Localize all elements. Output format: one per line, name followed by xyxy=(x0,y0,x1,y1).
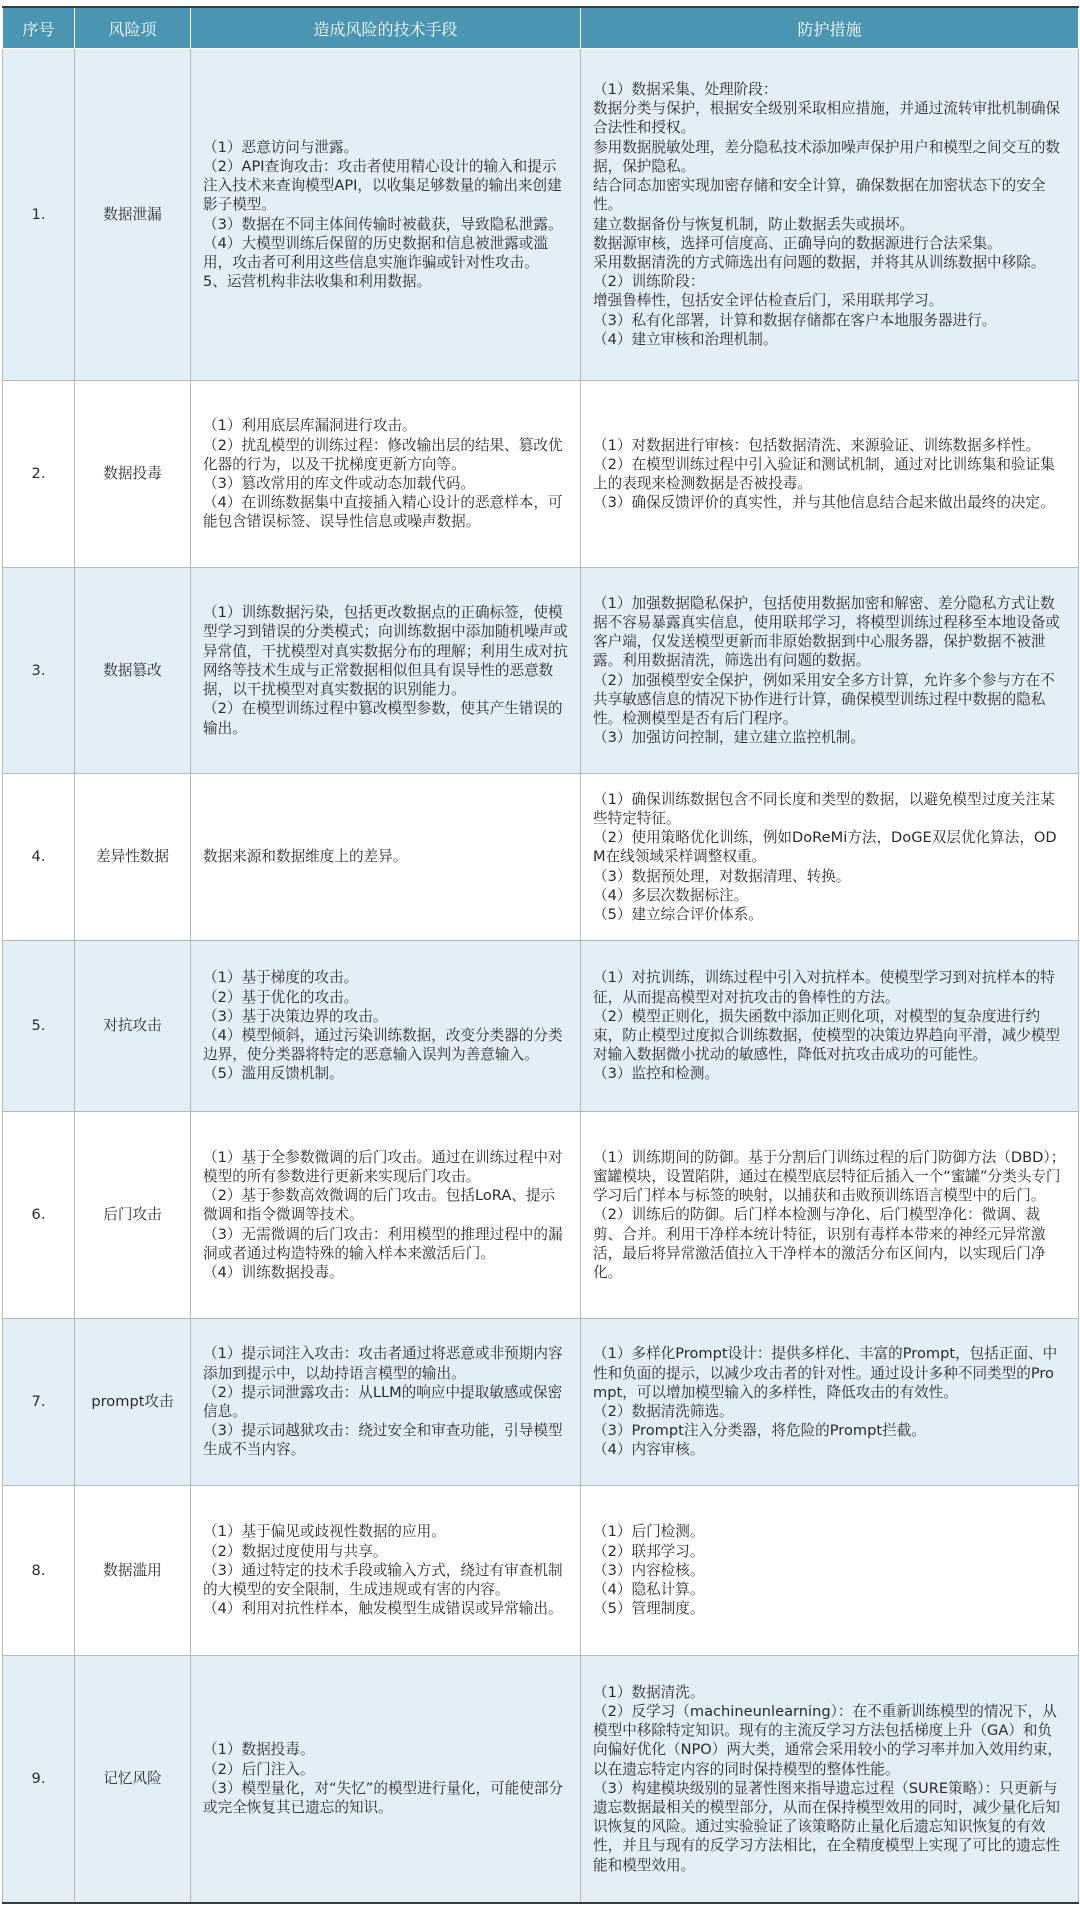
measure-line: （2）模型正则化，损失函数中添加正则化项，对模型的复杂度进行约束，防止模型过度拟合训练数据，使模型的决策边界趋向平滑，减少模型对输入数据微小扰动的敏感性，降低对抗攻击成功的可能性。 xyxy=(593,1007,1061,1064)
measure-line: 参用数据脱敏处理，差分隐私技术添加噪声保护用户和模型之间交互的数据，保护隐私。 xyxy=(593,138,1061,175)
means-line: （3）篡改常用的库文件或动态加载代码。 xyxy=(203,475,475,492)
means-line: （3）无需微调的后门攻击：利用模型的推理过程中的漏洞或者通过构造特殊的输入样本来激活后门。 xyxy=(203,1225,563,1262)
means-line: （2）后门注入。 xyxy=(203,1760,315,1778)
measure-line: （2）联邦学习。 xyxy=(593,1542,705,1560)
measure-line: （3）内容检核。 xyxy=(593,1561,705,1579)
technical-means-cell xyxy=(191,568,581,774)
measure-line: （2）使用策略优化训练，例如DoReMi方法，DoGE双层优化算法，ODM在线领域采样调整权重。 xyxy=(593,829,1057,866)
means-line: （1）提示词注入攻击：攻击者通过将恶意或非预期内容添加到提示中，以劫持语言模型的输出。 xyxy=(203,1345,563,1382)
means-line: （1）基于全参数微调的后门攻击。通过在训练过程中对模型的所有参数进行更新来实现后门攻击。 xyxy=(203,1148,563,1185)
measure-line: （2）反学习（machineunlearning）：在不重新训练模型的情况下，从模型中移除特定知识。现有的主流反学习方法包括梯度上升（GA）和负向偏好优化（NPO）两大类，通常会采用较小的学习率并加入效用约束，以在遗忘特定内容的同时保持模型的整体性能。 xyxy=(593,1702,1063,1778)
measure-line: （2）加强模型安全保护，例如采用安全多方计算，允许多个参与方在不共享敏感信息的情况下协作进行计算，确保模型训练过程中数据的隐私性。检测模型是否有后门程序。 xyxy=(593,671,1055,727)
measure-line: （1）数据采集、处理阶段： xyxy=(593,81,778,99)
measure-line: （3）加强访问控制，建立建立监控机制。 xyxy=(593,729,865,747)
means-line: （4）利用对抗性样本，触发模型生成错误或异常输出。 xyxy=(203,1600,563,1618)
measure-line: （1）多样化Prompt设计：提供多样化、丰富的Prompt，包括正面、中性和负面的提示，以减少攻击者的针对性。通过设计多种不同类型的Prompt，可以增加模型输入的多样性，降低攻击的有效性。 xyxy=(593,1345,1058,1401)
header-measures: 防护措施 xyxy=(581,7,1079,49)
protection-measures-cell xyxy=(581,1112,1079,1319)
protection-measures-cell xyxy=(581,49,1079,381)
measure-line: （4）多层次数据标注。 xyxy=(593,886,749,904)
technical-means-cell xyxy=(191,1656,581,1903)
row-number: 7. xyxy=(3,1319,75,1486)
measure-line: （2）数据清洗筛选。 xyxy=(593,1403,734,1420)
measure-line: （3）确保反馈评价的真实性，并与其他信息结合起来做出最终的决定。 xyxy=(593,494,1055,512)
means-line: （2）数据过度使用与共享。 xyxy=(203,1542,388,1560)
table-row xyxy=(3,49,1079,381)
means-line: （3）基于决策边界的攻击。 xyxy=(203,1007,388,1025)
means-line: （1）基于梯度的攻击。 xyxy=(203,969,359,987)
means-line: （4）训练数据投毒。 xyxy=(203,1264,344,1281)
measure-line: （1）训练期间的防御。基于分割后门训练过程的后门防御方法（DBD）；蜜罐模块，设置陷阱，通过在模型底层特征后插入一个“蜜罐”分类头专门学习后门样本与标签的映射，以捕获和击败预训练语言模型中的后门。 xyxy=(593,1148,1066,1205)
row-number: 4. xyxy=(3,774,75,941)
row-number: 9. xyxy=(3,1656,75,1903)
technical-means-cell xyxy=(191,49,581,381)
technical-means-cell xyxy=(191,1319,581,1486)
means-line: （4）大模型训练后保留的历史数据和信息被泄露或滥用，攻击者可利用这些信息实施诈骗或针对性攻击。 xyxy=(203,234,548,271)
row-number: 8. xyxy=(3,1486,75,1656)
protection-measures-cell xyxy=(581,774,1079,941)
risk-item: 记忆风险 xyxy=(75,1656,191,1903)
measure-line: （5）建立综合评价体系。 xyxy=(593,906,763,923)
means-line: （4）模型倾斜，通过污染训练数据，改变分类器的分类边界，使分类器将特定的恶意输入误判为善意输入。 xyxy=(203,1027,563,1064)
measure-line: （3）私有化部署，计算和数据存储都在客户本地服务器进行。 xyxy=(593,311,997,329)
row-number: 1. xyxy=(3,49,75,381)
protection-measures-cell xyxy=(581,1656,1079,1903)
means-line: （3）通过特定的技术手段或输入方式，绕过有审查机制的大模型的安全限制，生成违规或有害的内容。 xyxy=(203,1561,563,1599)
technical-means-cell xyxy=(191,1486,581,1656)
risk-item: 差异性数据 xyxy=(75,774,191,941)
table-row xyxy=(3,1319,1079,1486)
protection-measures-cell xyxy=(581,568,1079,774)
measure-line: 数据分类与保护，根据安全级别采取相应措施，并通过流转审批机制确保合法性和授权。 xyxy=(593,100,1061,137)
measure-line: （2）训练阶段： xyxy=(593,273,705,291)
table-row xyxy=(3,1112,1079,1319)
risk-item: 数据篡改 xyxy=(75,568,191,774)
means-line: （5）滥用反馈机制。 xyxy=(203,1065,344,1083)
measure-line: 数据源审核，选择可信度高、正确导向的数据源进行合法采集。 xyxy=(593,234,1002,252)
header-means: 造成风险的技术手段 xyxy=(191,7,581,49)
table-row xyxy=(3,568,1079,774)
means-line: （2）在模型训练过程中篡改模型参数，使其产生错误的输出。 xyxy=(203,700,563,737)
measure-line: 采用数据清洗的方式筛选出有问题的数据，并将其从训练数据中移除。 xyxy=(593,253,1046,271)
technical-means-cell xyxy=(191,941,581,1112)
measure-line: （2）训练后的防御。后门样本检测与净化、后门模型净化：微调、裁剪、合并。利用干净样本统计特征，识别有毒样本带来的神经元异常激活，最后将异常激活值拉入干净样本的激活分布区间内，以实现后门净化。 xyxy=(593,1206,1046,1281)
table-row xyxy=(3,381,1079,568)
header-risk: 风险项 xyxy=(75,7,191,49)
measure-line: （1）加强数据隐私保护，包括使用数据加密和解密、差分隐私方式让数据不容易暴露真实信息，使用联邦学习，将模型训练过程移至本地设备或客户端，仅发送模型更新而非原始数据到中心服务器，保护数据不被泄露。利用数据清洗，筛选出有问题的数据。 xyxy=(593,594,1061,670)
measure-line: （4）隐私计算。 xyxy=(593,1581,705,1599)
header-row xyxy=(3,7,1079,49)
measure-line: （1）数据清洗。 xyxy=(593,1683,705,1701)
table-row xyxy=(3,1486,1079,1656)
risk-item: prompt攻击 xyxy=(75,1319,191,1486)
table-row xyxy=(3,941,1079,1112)
risk-item: 对抗攻击 xyxy=(75,941,191,1112)
row-number: 2. xyxy=(3,381,75,568)
means-line: （3）提示词越狱攻击：绕过安全和审查功能，引导模型生成不当内容。 xyxy=(203,1422,563,1459)
measure-line: 增强鲁棒性，包括安全评估检查后门，采用联邦学习。 xyxy=(593,292,944,310)
measure-line: （1）后门检测。 xyxy=(593,1523,705,1541)
means-line: （1）利用底层库漏洞进行攻击。 xyxy=(203,417,417,435)
measure-line: （1）对抗训练，训练过程中引入对抗样本。使模型学习到对抗样本的特征，从而提高模型对对抗攻击的鲁棒性的方法。 xyxy=(593,969,1055,1006)
technical-means-cell xyxy=(191,1112,581,1319)
measure-line: （3）构建模块级别的显著性图来指导遗忘过程（SURE策略）：只更新与遗忘数据最相关的模型部分，从而在保持模型效用的同时，减少量化后知识恢复的风险。通过实验验证了该策略防止量化后遗忘知识恢复的有效性，并且与现有的反学习方法相比，在全精度模型上实现了可比的遗忘性能和模型效用。 xyxy=(593,1779,1061,1874)
measure-line: （3）Prompt注入分类器，将危险的Prompt拦截。 xyxy=(593,1422,926,1440)
means-line: （2）基于优化的攻击。 xyxy=(203,988,359,1006)
row-number: 6. xyxy=(3,1112,75,1319)
table-row xyxy=(3,774,1079,941)
means-line: （1）训练数据污染，包括更改数据点的正确标签，使模型学习到错误的分类模式；向训练数据中添加随机噪声或异常值，干扰模型对真实数据分布的理解；利用生成对抗网络等技术生成与正常数据相似但具有误导性的恶意数据，以干扰模型对真实数据的识别能力。 xyxy=(203,604,568,699)
measure-line: （5）管理制度。 xyxy=(593,1600,705,1618)
measure-line: 结合同态加密实现加密存储和安全计算，确保数据在加密状态下的安全性。 xyxy=(593,177,1046,214)
risk-item: 后门攻击 xyxy=(75,1112,191,1319)
risk-item: 数据投毒 xyxy=(75,381,191,568)
risk-item: 数据滥用 xyxy=(75,1486,191,1656)
protection-measures-cell xyxy=(581,1486,1079,1656)
measure-line: 建立数据备份与恢复机制，防止数据丢失或损坏。 xyxy=(593,215,915,233)
protection-measures-cell xyxy=(581,381,1079,568)
technical-means-cell xyxy=(191,774,581,941)
means-line: （2）提示词泄露攻击：从LLM的响应中提取敏感或保密信息。 xyxy=(203,1383,563,1420)
row-number: 3. xyxy=(3,568,75,774)
protection-measures-cell xyxy=(581,1319,1079,1486)
means-line: （2）扰乱模型的训练过程：修改输出层的结果、篡改优化器的行为，以及干扰梯度更新方向等。 xyxy=(203,436,563,473)
measure-line: （2）在模型训练过程中引入验证和测试机制，通过对比训练集和验证集上的表现来检测数据是否被投毒。 xyxy=(593,455,1055,492)
measure-line: （4）内容审核。 xyxy=(593,1441,705,1459)
means-line: （3）模型量化，对“失忆”的模型进行量化，可能使部分或完全恢复其已遗忘的知识。 xyxy=(203,1779,564,1816)
means-line: （1）恶意访问与泄露。 xyxy=(203,138,359,156)
means-line: 数据来源和数据维度上的差异。 xyxy=(203,848,408,866)
means-line: 5、运营机构非法收集和利用数据。 xyxy=(203,273,432,291)
measure-line: （1）对数据进行审核：包括数据清洗、来源验证、训练数据多样性。 xyxy=(593,436,1041,454)
means-line: （3）数据在不同主体间传输时被截获，导致隐私泄露。 xyxy=(203,215,563,233)
technical-means-cell xyxy=(191,381,581,568)
means-line: （2）API查询攻击：攻击者使用精心设计的输入和提示注入技术来查询模型API，以收集足够数量的输出来创建影子模型。 xyxy=(203,157,562,214)
means-line: （1）基于偏见或歧视性数据的应用。 xyxy=(203,1523,446,1541)
means-line: （2）基于参数高效微调的后门攻击。包括LoRA、提示微调和指令微调等技术。 xyxy=(203,1187,556,1224)
risk-item: 数据泄漏 xyxy=(75,49,191,381)
measure-line: （1）确保训练数据包含不同长度和类型的数据，以避免模型过度关注某些特定特征。 xyxy=(593,790,1055,827)
header-num: 序号 xyxy=(3,7,75,49)
row-number: 5. xyxy=(3,941,75,1112)
means-line: （1）数据投毒。 xyxy=(203,1741,315,1759)
protection-measures-cell xyxy=(581,941,1079,1112)
means-line: （4）在训练数据集中直接插入精心设计的恶意样本，可能包含错误标签、误导性信息或噪声数据。 xyxy=(203,494,563,531)
measure-line: （3）监控和检测。 xyxy=(593,1065,720,1083)
measure-line: （3）数据预处理，对数据清理、转换。 xyxy=(593,867,851,885)
risk-table xyxy=(2,6,1079,1904)
table-row xyxy=(3,1656,1079,1903)
measure-line: （4）建立审核和治理机制。 xyxy=(593,330,778,348)
